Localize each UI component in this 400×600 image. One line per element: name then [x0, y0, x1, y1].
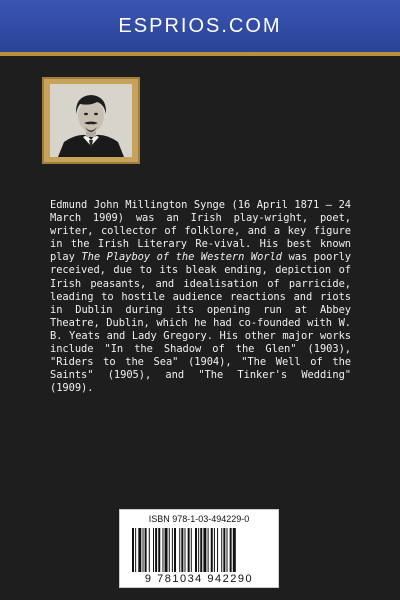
barcode-bar: [221, 528, 222, 572]
blurb-text-1: Edmund John Millington Synge (16 April 1871 – 24 March 1909) was an Irish play-wright, poet, writer, collector of folklore, and a key figure in the Irish Literary Re-vival. His best known play: [50, 199, 351, 264]
barcode-bar: [172, 528, 173, 572]
barcode-bar: [158, 528, 160, 572]
header-banner: [0, 0, 400, 56]
barcode-bar: [217, 528, 218, 572]
barcode-bar: [145, 528, 147, 572]
barcode-bar: [181, 528, 183, 572]
barcode-bar: [230, 528, 232, 572]
site-title: ESPRIOS.COM: [118, 15, 282, 37]
barcode-bar: [179, 528, 180, 572]
barcode-bar: [138, 528, 141, 572]
barcode-bar: [198, 528, 199, 572]
barcode-bar: [233, 528, 236, 572]
barcode-bar: [191, 528, 192, 572]
isbn-label: ISBN 978-1-03-494229-0: [148, 514, 250, 524]
barcode-digits: 9 781034 942290: [144, 573, 254, 585]
barcode-bar: [143, 528, 144, 572]
barcode-bar: [174, 528, 176, 572]
blurb-text-2: was poorly received, due to its bleak ending, depiction of Irish peasants, and idealisation of parricide, leading to hostile audience reactions and riots in Dublin during its opening run at Abbey Theatre, Dublin, which he had co-founded with W. B. Yeats and Lady Gregory. His other major works include "In the Shadow of the Glen" (1903), "Riders to the Sea" (1904), "The Well of the Saints" (1905), and "The Tinker's Wedding" (1909).: [50, 251, 351, 395]
barcode-bar: [135, 528, 136, 572]
barcode-bar: [149, 528, 150, 572]
biography-blurb: [50, 199, 351, 395]
barcode-bar: [155, 528, 157, 572]
barcode-bar: [223, 528, 225, 572]
barcode-bar: [165, 528, 168, 572]
barcode-bar: [214, 528, 215, 572]
barcode-bar: [227, 528, 228, 572]
barcode-bar: [169, 528, 170, 572]
barcode-bar: [208, 528, 209, 572]
barcode-bar: [162, 528, 163, 572]
barcode-bar: [132, 528, 134, 572]
barcode-bar: [153, 528, 154, 572]
barcode-box: [119, 509, 279, 588]
barcode-bar: [211, 528, 213, 572]
portrait-frame: [42, 77, 140, 164]
barcode-bar: [195, 528, 197, 572]
barcode-bar: [203, 528, 206, 572]
barcode-bar: [185, 528, 186, 572]
barcode-bar: [200, 528, 202, 572]
barcode-bars: [132, 528, 268, 572]
barcode-bar: [188, 528, 190, 572]
author-portrait: [50, 84, 132, 157]
blurb-play-title: The Playboy of the Western World: [81, 251, 282, 264]
author-portrait-image: [50, 84, 132, 157]
